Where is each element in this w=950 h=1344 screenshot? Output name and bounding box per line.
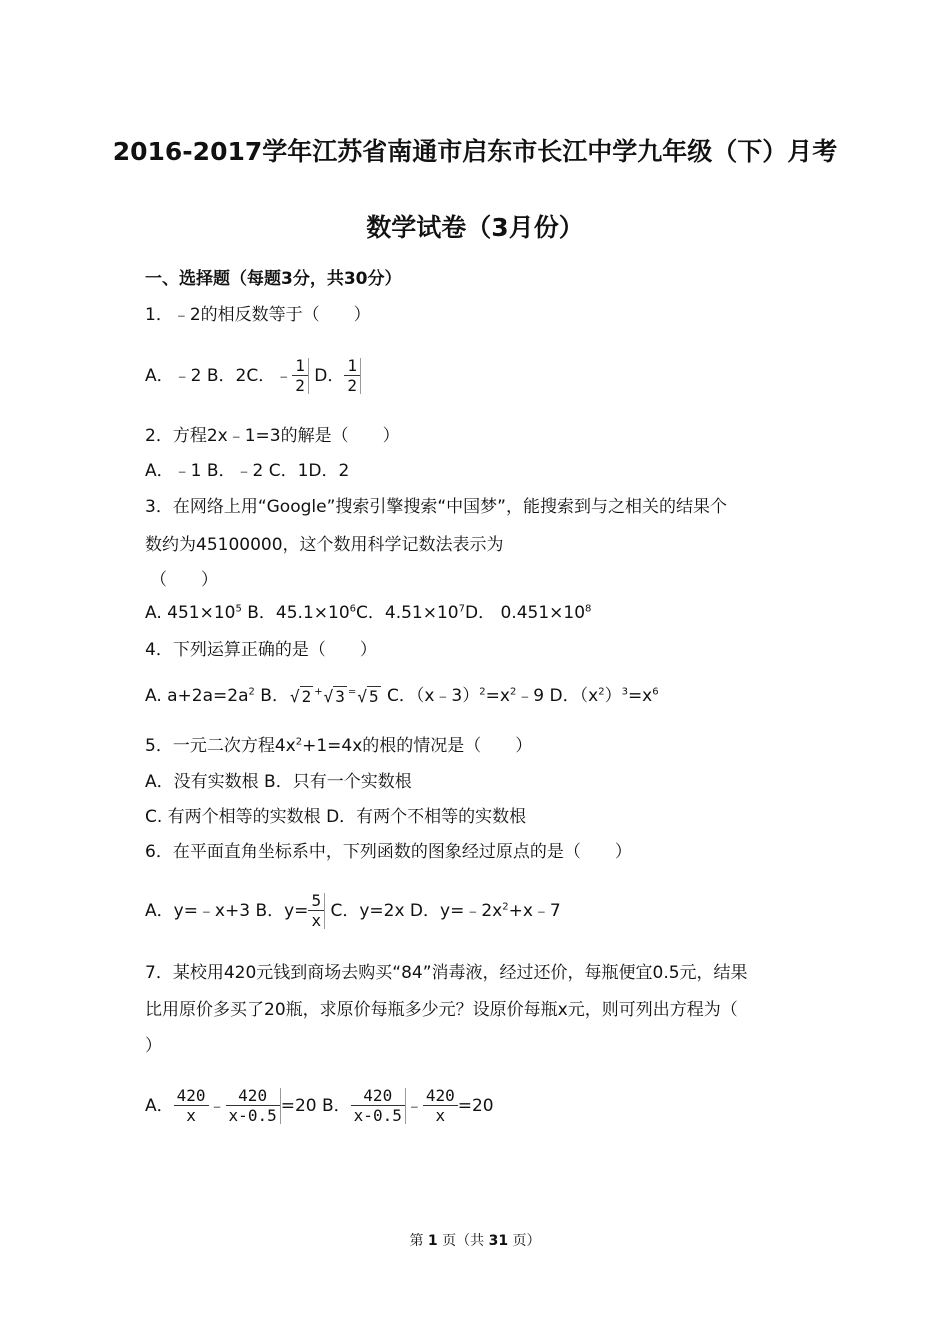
question-5-options-cd: C. 有两个相等的实数根 D．有两个不相等的实数根	[145, 807, 527, 827]
q4-opt-b: B．	[254, 686, 289, 706]
q4-exp-a: 2	[248, 686, 255, 698]
q7-a1-num: 420	[174, 1088, 209, 1106]
q4-opt-d3: =x	[627, 686, 653, 706]
q6-opt-d2: +x﹣7	[508, 901, 561, 921]
q7-opt-a: A．	[145, 1096, 174, 1116]
q7-a-fraction-1	[174, 1088, 209, 1124]
q7-b-tail: =20	[457, 1096, 494, 1116]
footer-post: 页）	[508, 1233, 541, 1249]
question-3-paren: （ ）	[150, 570, 218, 590]
footer-pre: 第	[409, 1233, 428, 1249]
q4-exp-c: 2	[479, 686, 486, 698]
q7-b2-den: x	[435, 1106, 446, 1125]
q1-c-sign: ﹣	[275, 366, 293, 386]
q4-opt-c2: =x	[485, 686, 510, 706]
q5-stem-b: +1=4x的根的情况是（ ）	[302, 736, 533, 756]
q7-b-fraction-2	[423, 1088, 458, 1124]
q3-opt-c: C．4.51×10	[356, 603, 459, 623]
q4-opt-c: C．（x﹣3）	[381, 686, 480, 706]
q3-opt-d: D． 0.451×10	[465, 603, 586, 623]
sqrt-3-radicand: 3	[335, 687, 345, 706]
q7-a1-den: x	[186, 1106, 196, 1125]
q7-a-tail: =20 B．	[280, 1096, 351, 1116]
question-3-options	[145, 598, 591, 623]
footer-page-number: 1	[427, 1233, 438, 1249]
question-6-options	[145, 893, 561, 929]
q6-opt-a: A．y=﹣x+3 B．y=	[145, 901, 309, 921]
q5-exp: 2	[295, 736, 303, 748]
q7-a2-num: 420	[226, 1088, 280, 1106]
question-2-options: A．﹣1 B．﹣2 C．1D．2	[145, 461, 350, 481]
q4-opt-a: A. a+2a=2a	[145, 686, 249, 706]
sqrt-5-radicand: 5	[368, 687, 379, 706]
footer-total-pages: 31	[488, 1233, 509, 1249]
q1-option-d: D．	[308, 366, 345, 386]
question-3-stem-1: 3．在网络上用“Google”搜索引擎搜索“中国梦”，能搜索到与之相关的结果个	[145, 497, 727, 517]
q7-a2-den: x-0.5	[228, 1106, 277, 1125]
footer-mid: 页（共	[437, 1233, 489, 1249]
sqrt-2-radicand: 2	[301, 687, 312, 706]
q1-c-num: 1	[292, 358, 308, 376]
question-1-options	[145, 358, 361, 394]
sqrt-5: √ 5	[357, 687, 379, 706]
question-7-stem-3: ）	[145, 1036, 162, 1056]
q3-exp-d: 8	[585, 603, 592, 615]
q7-b2-num: 420	[423, 1088, 458, 1106]
question-4-options	[145, 681, 659, 706]
q3-exp-b: 6	[349, 603, 357, 615]
q3-exp-c: 7	[458, 603, 465, 615]
q3-opt-a: A. 451×10	[145, 603, 236, 623]
sqrt-2: √ 2	[289, 687, 312, 706]
question-2-stem: 2．方程2x﹣1=3的解是（ ）	[145, 426, 400, 446]
q7-b-fraction-1	[351, 1088, 406, 1124]
q3-opt-b: B．45.1×10	[241, 603, 350, 623]
q4-plus: +	[314, 686, 323, 698]
q6-b-den: x	[311, 911, 322, 930]
q4-eq: =	[347, 686, 357, 698]
question-5-options-ab: A．没有实数根 B．只有一个实数根	[145, 772, 412, 792]
q1-d-den: 2	[347, 376, 357, 395]
question-5-stem	[145, 731, 532, 756]
q6-b-num: 5	[308, 893, 324, 911]
q4-exp-d: 2	[598, 686, 605, 698]
q1-fraction-d	[344, 358, 361, 394]
question-7-stem-1: 7．某校用420元钱到商场去购买“84”消毒液，经过还价，每瓶便宜0.5元，结果	[145, 963, 748, 983]
q4-exp-d2: 3	[621, 686, 628, 698]
q1-d-num: 1	[344, 358, 360, 376]
q6-fraction-b	[308, 893, 325, 929]
title-line-2: 数学试卷（3月份）	[366, 213, 584, 242]
q1-c-den: 2	[295, 376, 305, 395]
question-7-stem-2: 比用原价多买了20瓶，求原价每瓶多少元？设原价每瓶x元，则可列出方程为（	[145, 1000, 738, 1020]
question-1-stem: 1．﹣2的相反数等于（ ）	[145, 305, 371, 325]
q7-b1-den: x-0.5	[353, 1106, 402, 1125]
q1-fraction-c	[292, 358, 309, 394]
question-4-stem: 4．下列运算正确的是（ ）	[145, 640, 377, 660]
q6-exp-d: 2	[502, 901, 509, 913]
q7-b-minus: ﹣	[405, 1096, 423, 1116]
question-3-stem-2: 数约为45100000，这个数用科学记数法表示为	[145, 535, 504, 555]
q7-a-fraction-2	[226, 1088, 281, 1124]
q4-exp-d3: 6	[652, 686, 659, 698]
section-heading: 一、选择题（每题3分，共30分）	[145, 269, 402, 289]
q7-a-minus: ﹣	[208, 1096, 226, 1116]
page-footer	[0, 1230, 950, 1250]
q4-opt-c3: ﹣9 D．（x	[516, 686, 599, 706]
q7-b1-num: 420	[351, 1088, 405, 1106]
title-line-1: 2016-2017学年江苏省南通市启东市长江中学九年级（下）月考	[112, 137, 838, 166]
q3-exp-a: 5	[235, 603, 242, 615]
sqrt-3: √ 3	[323, 687, 345, 706]
question-6-stem: 6．在平面直角坐标系中，下列函数的图象经过原点的是（ ）	[145, 842, 632, 862]
question-7-options	[145, 1088, 494, 1124]
q6-opt-c: C．y=2x D．y=﹣2x	[325, 901, 503, 921]
q5-stem-a: 5．一元二次方程4x	[145, 736, 296, 756]
q1-options-abc: A．﹣2 B．2C．	[145, 366, 276, 386]
q4-opt-d2: ）	[604, 686, 622, 706]
q4-exp-c2: 2	[509, 686, 517, 698]
